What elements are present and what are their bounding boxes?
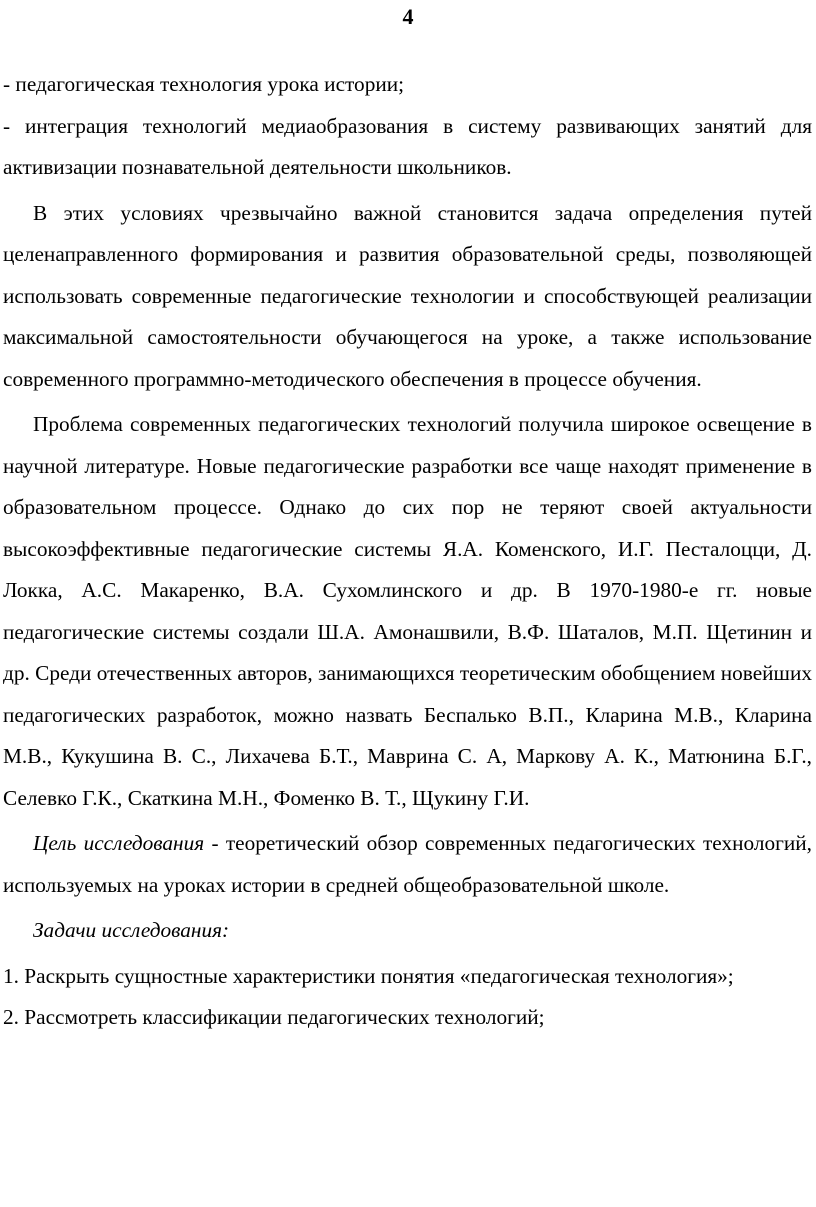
task-item: 2. Рассмотреть классификации педагогических технологий;	[3, 1005, 545, 1029]
task-item: 1. Раскрыть сущностные характеристики понятия «педагогическая технология»;	[3, 963, 734, 988]
tasks-heading	[3, 910, 812, 952]
list-item: - педагогическая технология урока истории;	[3, 72, 405, 96]
paragraph-problem: Проблема современных педагогических технологий получила широкое освещение в научной литературе. Новые педагогические разработки все чаще находят применение в образовательном процессе. Однако до сих пор не теряют своей актуальности высокоэффективные педагогические системы Я.А. Коменского, И.Г. Песталоцци, Д. Локка, А.С. Макаренко, В.А. Сухомлинского и др. В 1970-1980-е гг. новые педагогические системы создали Ш.А. Амонашвили, В.Ф. Шаталов, М.П. Щетинин и др. Среди отечественных авторов, занимающихся теоретическим обобщением новейших педагогических разработок, можно назвать Беспалько В.П., Кларина М.В., Кларина М.В., Кукушина В. С., Лихачева Б.Т., Маврина С. А, Маркову А. К., Матюнина Б.Г., Селевко Г.К., Скаткина М.Н., Фоменко В. Т., Щукину Г.И.	[3, 412, 812, 810]
document-body	[3, 64, 812, 1039]
goal-label: Цель исследования	[33, 831, 205, 855]
page-number: 4	[402, 4, 414, 29]
paragraph-environment: В этих условиях чрезвычайно важной становится задача определения путей целенаправленного формирования и развития образовательной среды, позволяющей использовать современные педагогические технологии и способствующей реализации максимальной самостоятельности обучающегося на уроке, а также использование современного программно-методического обеспечения в процессе обучения.	[3, 200, 812, 391]
tasks-heading-label: Задачи исследования:	[33, 918, 230, 942]
list-item: - интеграция технологий медиаобразования в систему развивающих занятий для активизации познавательной деятельности школьников.	[3, 113, 812, 179]
goal-text: - теоретический обзор современных педагогических технологий, используемых на уроках истории в средней общеобразовательной школе.	[3, 831, 812, 897]
paragraph-goal	[3, 823, 812, 906]
